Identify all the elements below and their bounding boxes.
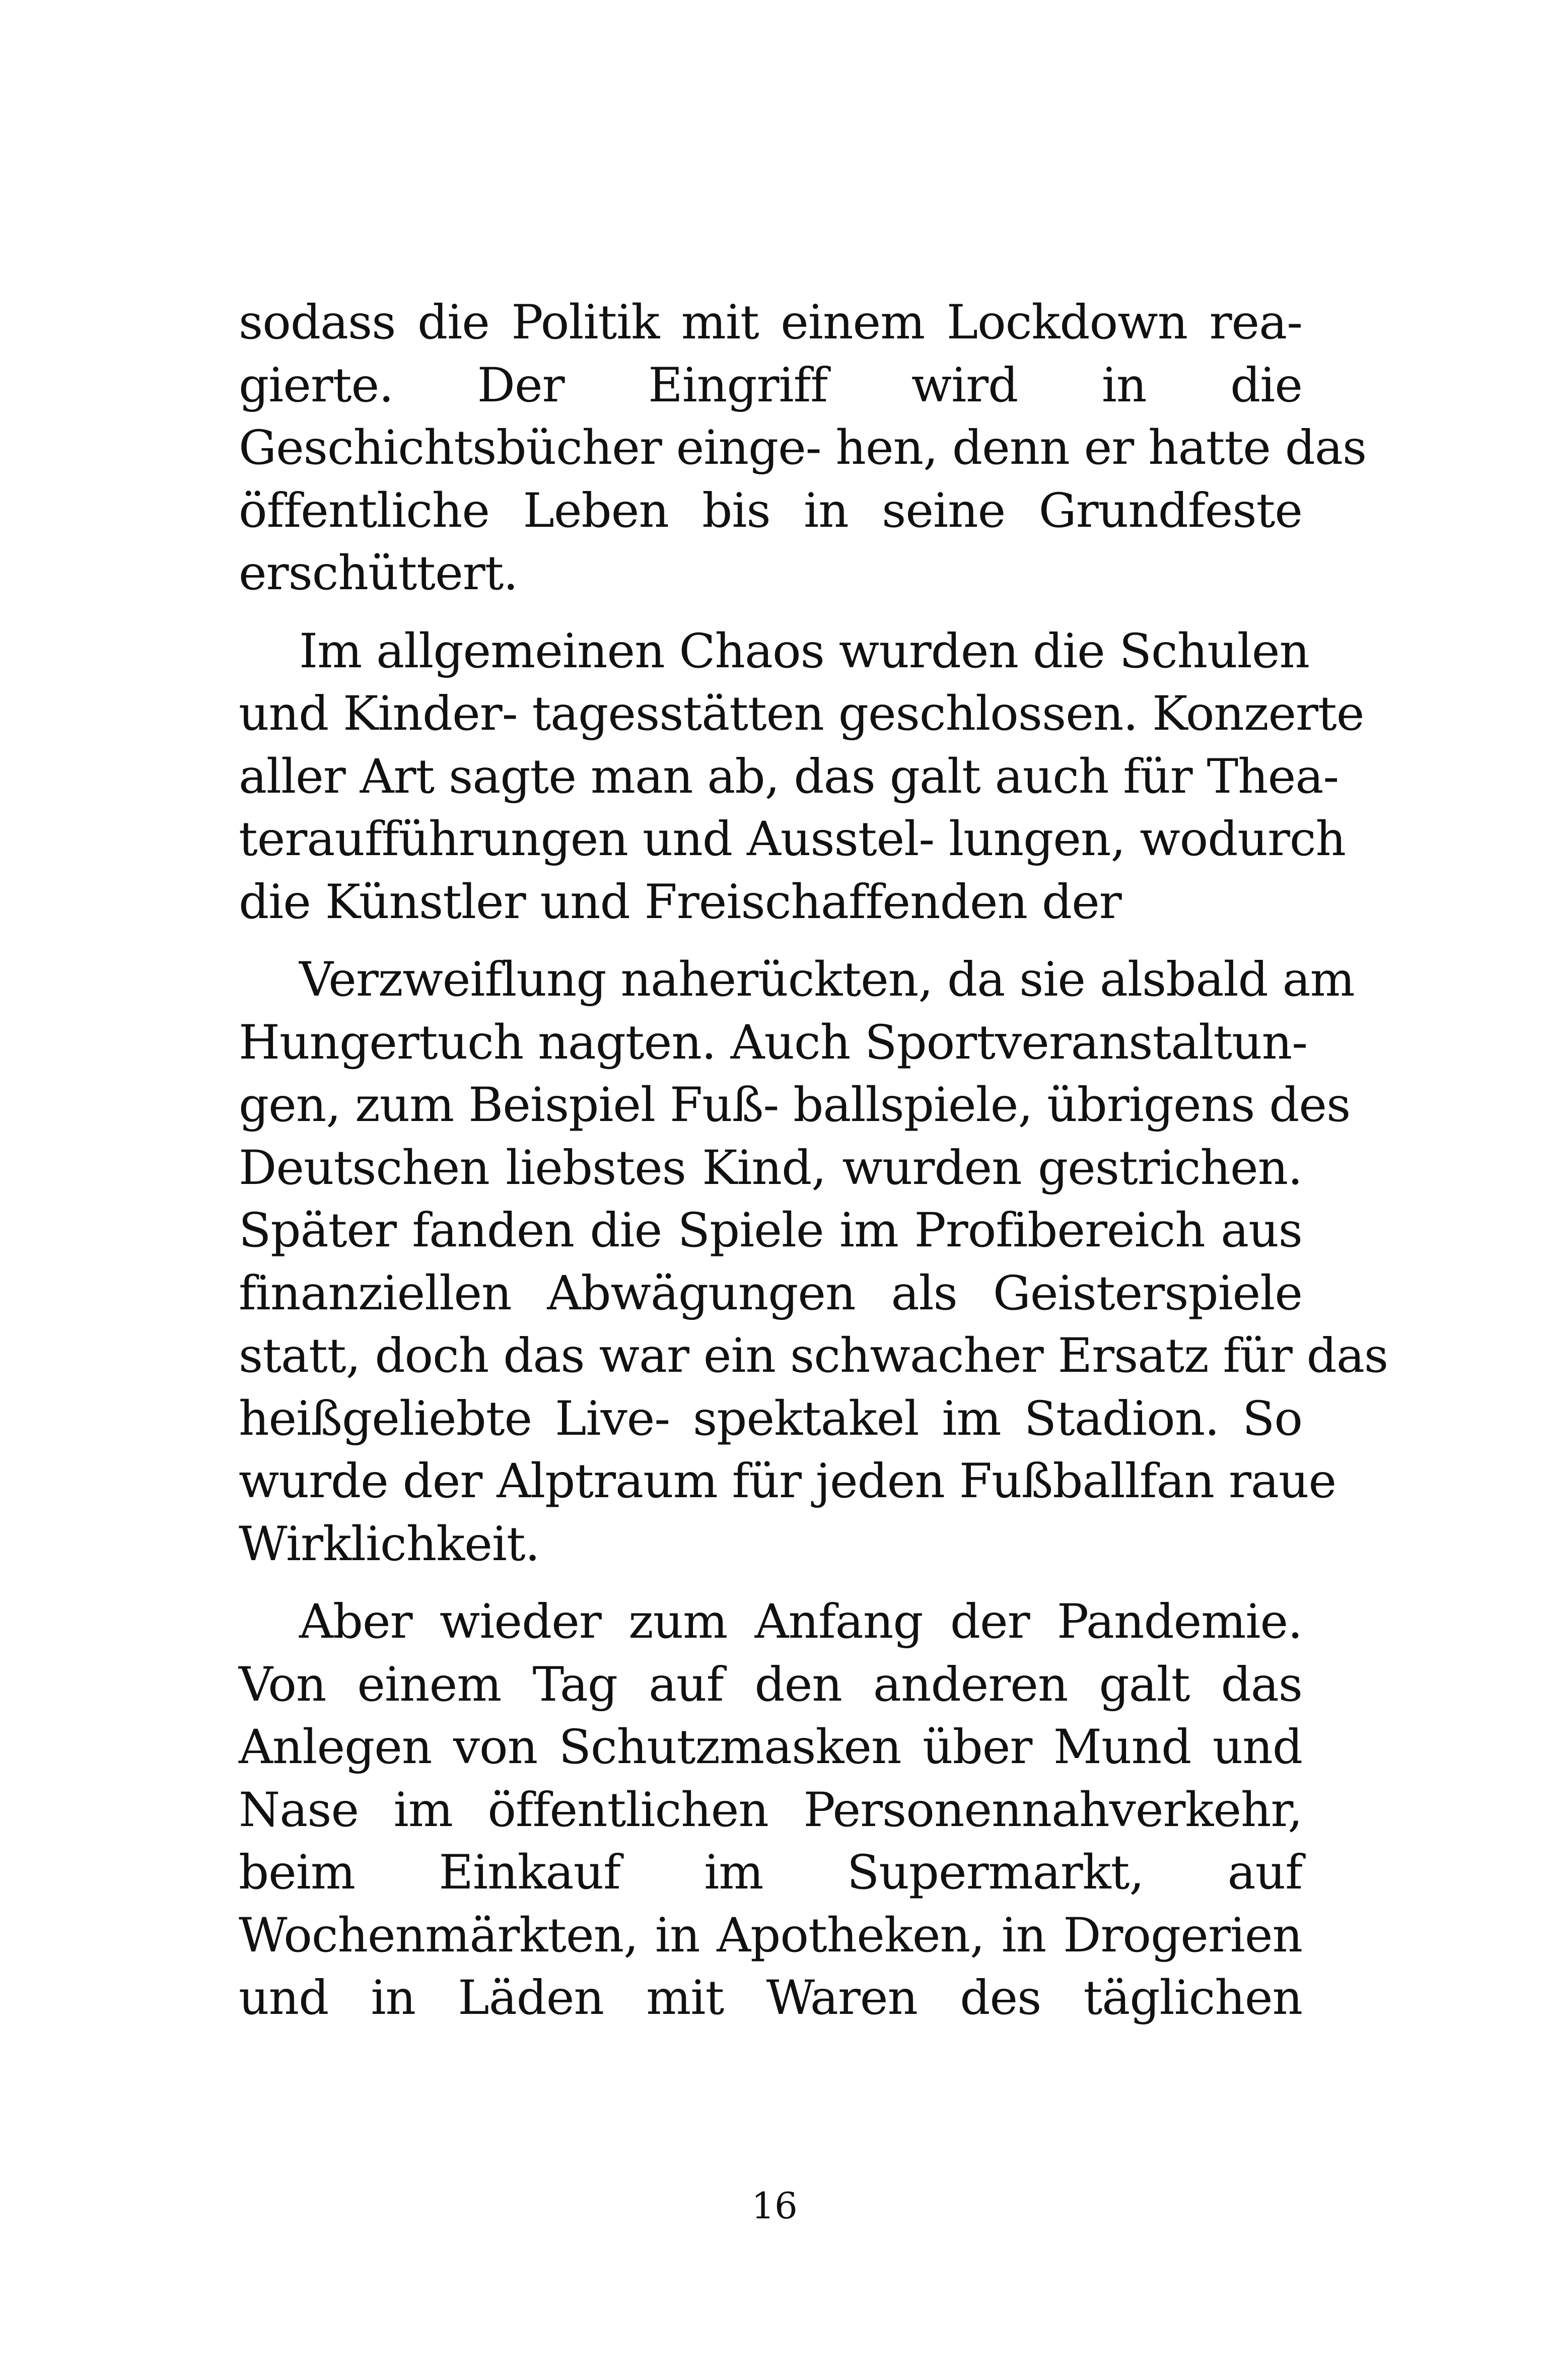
page-body bbox=[239, 292, 1388, 2045]
text-line: heißgeliebte Live- spektakel im Stadion. So bbox=[239, 1391, 1302, 1446]
text-line: Verzweiflung naherückten, da sie alsbald am bbox=[299, 952, 1355, 1007]
text-line: und in Läden mit Waren des täglichen bbox=[239, 1971, 1302, 2025]
text-line: Nase im öffentlichen Personennahverkehr, bbox=[239, 1782, 1302, 1838]
text-line: erschüttert. bbox=[239, 546, 518, 601]
text-line: Wochenmärkten, in Apotheken, in Drogerien bbox=[239, 1908, 1302, 1963]
text-line: gen, zum Beispiel Fuß- ballspiele, übrigens des bbox=[239, 1078, 1351, 1133]
text-line: die Künstler und Freischaffenden der bbox=[239, 874, 1121, 930]
paragraph bbox=[239, 949, 1388, 1576]
text-line: finanziellen Abwägungen als Geisterspiele bbox=[239, 1266, 1302, 1321]
text-line: Geschichtsbücher einge- hen, denn er hatte das bbox=[239, 421, 1367, 475]
text-line: Anlegen von Schutzmasken über Mund und bbox=[239, 1720, 1302, 1775]
page-number: 16 bbox=[751, 2185, 798, 2227]
paragraph bbox=[239, 292, 1367, 605]
paragraph bbox=[239, 1591, 1302, 2030]
text-line: Deutschen liebstes Kind, wurden gestrichen. bbox=[239, 1140, 1302, 1196]
text-line: gierte. Der Eingriff wird in die bbox=[239, 358, 1302, 413]
text-line: Aber wieder zum Anfang der Pandemie. bbox=[299, 1594, 1302, 1649]
paragraph bbox=[239, 620, 1364, 934]
text-line: wurde der Alptraum für jeden Fußballfan raue bbox=[239, 1454, 1336, 1509]
text-line: und Kinder- tagesstätten geschlossen. Konzerte bbox=[239, 686, 1364, 741]
text-line: Hungertuch nagten. Auch Sportveranstaltun- bbox=[239, 1015, 1307, 1070]
text-line: aller Art sagte man ab, das galt auch für Thea- bbox=[239, 749, 1339, 804]
text-line: Von einem Tag auf den anderen galt das bbox=[239, 1657, 1302, 1712]
text-line: Wirklichkeit. bbox=[239, 1516, 540, 1572]
text-line: statt, doch das war ein schwacher Ersatz für das bbox=[239, 1328, 1388, 1383]
text-line: Im allgemeinen Chaos wurden die Schulen bbox=[299, 623, 1310, 679]
text-line: teraufführungen und Ausstel- lungen, wodurch bbox=[239, 812, 1346, 867]
text-line: Später fanden die Spiele im Profibereich aus bbox=[239, 1203, 1302, 1258]
text-line: beim Einkauf im Supermarkt, auf bbox=[239, 1845, 1302, 1900]
text-line: öffentliche Leben bis in seine Grundfeste bbox=[239, 483, 1302, 538]
text-line: sodass die Politik mit einem Lockdown rea- bbox=[239, 295, 1302, 350]
